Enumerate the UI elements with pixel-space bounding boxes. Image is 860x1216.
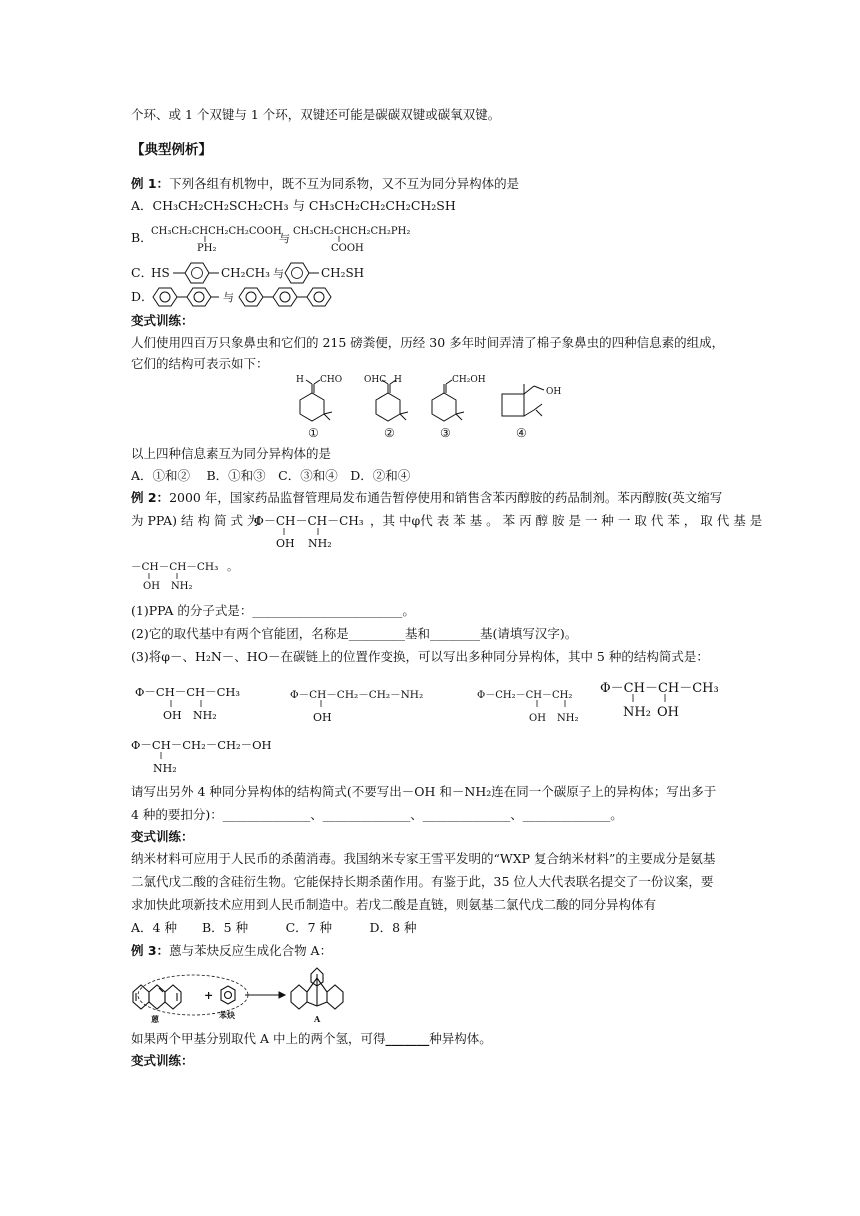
triptycene-icon xyxy=(291,968,343,1009)
option-c-ethyl: CH₂CH₃ xyxy=(221,266,270,280)
anthracene-label: 蒽 xyxy=(151,1014,159,1024)
s3-group: CH₂OH xyxy=(452,375,486,385)
ex1-question xyxy=(131,176,519,192)
ex2-line-1-text: 2000 年，国家药品监督管理局发布通告暂停使用和销售含苯丙醇胺的药品制剂。苯丙醇胺(英文缩写 xyxy=(169,490,723,505)
isomer-4: Φ－CH－CH－CH₃ xyxy=(600,681,719,696)
ex2-label: 例 2： xyxy=(131,490,170,505)
ex1-option-d xyxy=(131,285,391,313)
substituent-structure xyxy=(131,556,241,598)
v1-line-1: 人们使用四百万只象鼻虫和它们的 215 磅粪便，历经 30 多年时间弄清了棉子象鼻虫的四种信息素的组成， xyxy=(131,335,725,350)
isomer-5-nh2: NH₂ xyxy=(153,762,177,775)
ppa-structure xyxy=(254,509,372,557)
product-label: A xyxy=(314,1014,321,1024)
s3-number: ③ xyxy=(440,426,451,440)
variant-label: 变式训练： xyxy=(131,313,194,328)
isomer-1: Φ－CH－CH－CH₃ xyxy=(135,685,241,699)
v1-options: A．①和② B．①和③ C．③和④ D．②和④ xyxy=(131,468,411,483)
v1-question: 以上四种信息素互为同分异构体的是 xyxy=(131,446,332,461)
ex2-line-1 xyxy=(131,490,722,506)
v2-line-2: 二氯代戊二酸的含硅衍生物。它能保持长期杀菌作用。有鉴于此，35 位人大代表联名提交了一份议案，要 xyxy=(131,874,714,889)
option-b-formula-2: CH₃CH₂CHCH₂CH₂PH₂ xyxy=(293,226,411,237)
ppa-oh: OH xyxy=(276,537,295,550)
ex1-option-b xyxy=(131,220,431,258)
s1-number: ① xyxy=(308,426,319,440)
ppa-nh2: NH₂ xyxy=(308,537,332,550)
ex1-option-a: A．CH₃CH₂CH₂SCH₂CH₃ 与 CH₃CH₂CH₂CH₂CH₂SH xyxy=(131,198,456,213)
ppa-main: Φ－CH－CH－CH₃ xyxy=(254,514,364,528)
section-title: 【典型例析】 xyxy=(131,142,212,158)
v2-options: A．4 种 B．5 种 C．7 种 D．8 种 xyxy=(131,920,417,935)
anthracene-icon xyxy=(133,985,181,1009)
ex3-fill-pre: 如果两个甲基分别取代 A 中上的两个氢，可得 xyxy=(131,1031,386,1046)
option-b-formula-2-sub: COOH xyxy=(331,243,364,254)
plus-sign: + xyxy=(204,989,214,1002)
intro-line: 个环、或 1 个双键与 1 个环，双键还可能是碳碳双键或碳氧双键。 xyxy=(131,107,501,122)
ex3-fill xyxy=(131,1031,492,1047)
benzene-ring-icon xyxy=(185,263,209,283)
ex2-q4-line-2: 4 种的要扣分)：______________、______________、______________、______________。 xyxy=(131,807,623,822)
isomer-3-oh: OH xyxy=(529,713,546,724)
s4-group: OH xyxy=(546,387,562,397)
benzyne-icon xyxy=(221,986,235,1004)
ex2-q2: (2)它的取代基中有两个官能团，名称是_________基和________基(请填写汉字)。 xyxy=(131,626,578,641)
s4-number: ④ xyxy=(516,426,527,440)
ex2-line-2-pre: 为 PPA) 结 构 简 式 为 xyxy=(131,513,260,528)
option-b-label: B． xyxy=(131,230,153,245)
sub-main: －CH－CH－CH₃ xyxy=(131,561,219,573)
option-b-formula-1: CH₃CH₂CHCH₂CH₂COOH xyxy=(151,226,282,237)
ex3-question-text: 蒽与苯炔反应生成化合物 A： xyxy=(169,943,333,958)
isomer-1-oh: OH xyxy=(163,709,182,722)
isomer-4-nh2: NH₂ xyxy=(623,705,651,720)
sub-oh: OH xyxy=(143,581,160,592)
ex2-q3: (3)将φ－、H₂N－、HO－在碳链上的位置作变换，可以写出多种同分异构体，其中 5 种的结构简式是： xyxy=(131,649,709,664)
ex2-q4-line-1: 请写出另外 4 种同分异构体的结构简式(不要写出－OH 和－NH₂连在同一个碳原子上的异构体；写出多于 xyxy=(131,784,717,799)
s2-h: H xyxy=(394,375,402,385)
ex2-line-2-post: ，其 中φ代 表 苯 基 。 苯 丙 醇 胺 是 一 种 一 取 代 苯 ， 取 代 基 是 xyxy=(370,513,763,528)
option-d-with: 与 xyxy=(223,291,234,304)
isomer-1-nh2: NH₂ xyxy=(193,709,217,722)
v2-line-1: 纳米材料可应用于人民币的杀菌消毒。我国纳米专家王雪平发明的“WXP 复合纳米材料”的主要成分是氨基 xyxy=(131,851,716,866)
ex1-label: 例 1： xyxy=(131,176,170,191)
isomer-4-oh: OH xyxy=(657,705,679,720)
ex3-label: 例 3： xyxy=(131,943,170,958)
isomer-3: Φ－CH₂－CH－CH₂ xyxy=(477,690,573,701)
option-c-label: C． xyxy=(131,265,154,280)
benzyne-label: 苯炔 xyxy=(219,1010,235,1020)
s1-h: H xyxy=(296,375,304,385)
s1-group: CHO xyxy=(320,375,343,385)
s2-group: OHC xyxy=(364,375,387,385)
option-b-with: 与 xyxy=(279,232,290,245)
isomer-5-main: Φ－CH－CH₂－CH₂－OH xyxy=(131,738,272,752)
variant-label: 变式训练： xyxy=(131,1053,194,1068)
v2-line-3: 求加快此项新技术应用到人民币制造中。若戊二酸是直链，则氨基二氯代戊二酸的同分异构体有 xyxy=(131,897,657,912)
isomer-3-nh2: NH₂ xyxy=(557,713,579,724)
ex3-fill-post: 种异构体。 xyxy=(429,1031,492,1046)
option-b-formula-1-sub: PH₂ xyxy=(197,243,217,254)
option-c-ch2sh: CH₂SH xyxy=(321,266,365,280)
arrow-icon xyxy=(245,992,285,998)
isomers-row xyxy=(135,680,725,732)
ex3-question xyxy=(131,943,332,959)
isomer-5 xyxy=(131,735,291,781)
s2-number: ② xyxy=(384,426,395,440)
isomer-2-oh: OH xyxy=(313,711,332,724)
sub-nh2: NH₂ xyxy=(171,581,193,592)
option-c-hs: HS xyxy=(151,266,170,280)
ex2-q1: (1)PPA 的分子式是：________________________。 xyxy=(131,603,415,618)
variant-label: 变式训练： xyxy=(131,829,194,844)
option-c-with: 与 xyxy=(273,267,284,280)
isomer-2: Φ－CH－CH₂－CH₂－NH₂ xyxy=(290,689,424,701)
terphenyl-icon xyxy=(239,288,331,306)
v1-line-2: 它们的结构可表示如下： xyxy=(131,356,269,371)
reaction-scheme xyxy=(131,966,371,1030)
sub-end: 。 xyxy=(227,560,238,573)
benzene-ring-icon xyxy=(285,263,309,283)
pheromone-structures xyxy=(290,372,580,448)
option-d-label: D． xyxy=(131,289,154,304)
biphenyl-icon xyxy=(153,288,219,306)
ex1-question-text: 下列各组有机物中，既不互为同系物，又不互为同分异构体的是 xyxy=(169,176,520,191)
ex3-fill-blank: _______ xyxy=(385,1031,430,1046)
